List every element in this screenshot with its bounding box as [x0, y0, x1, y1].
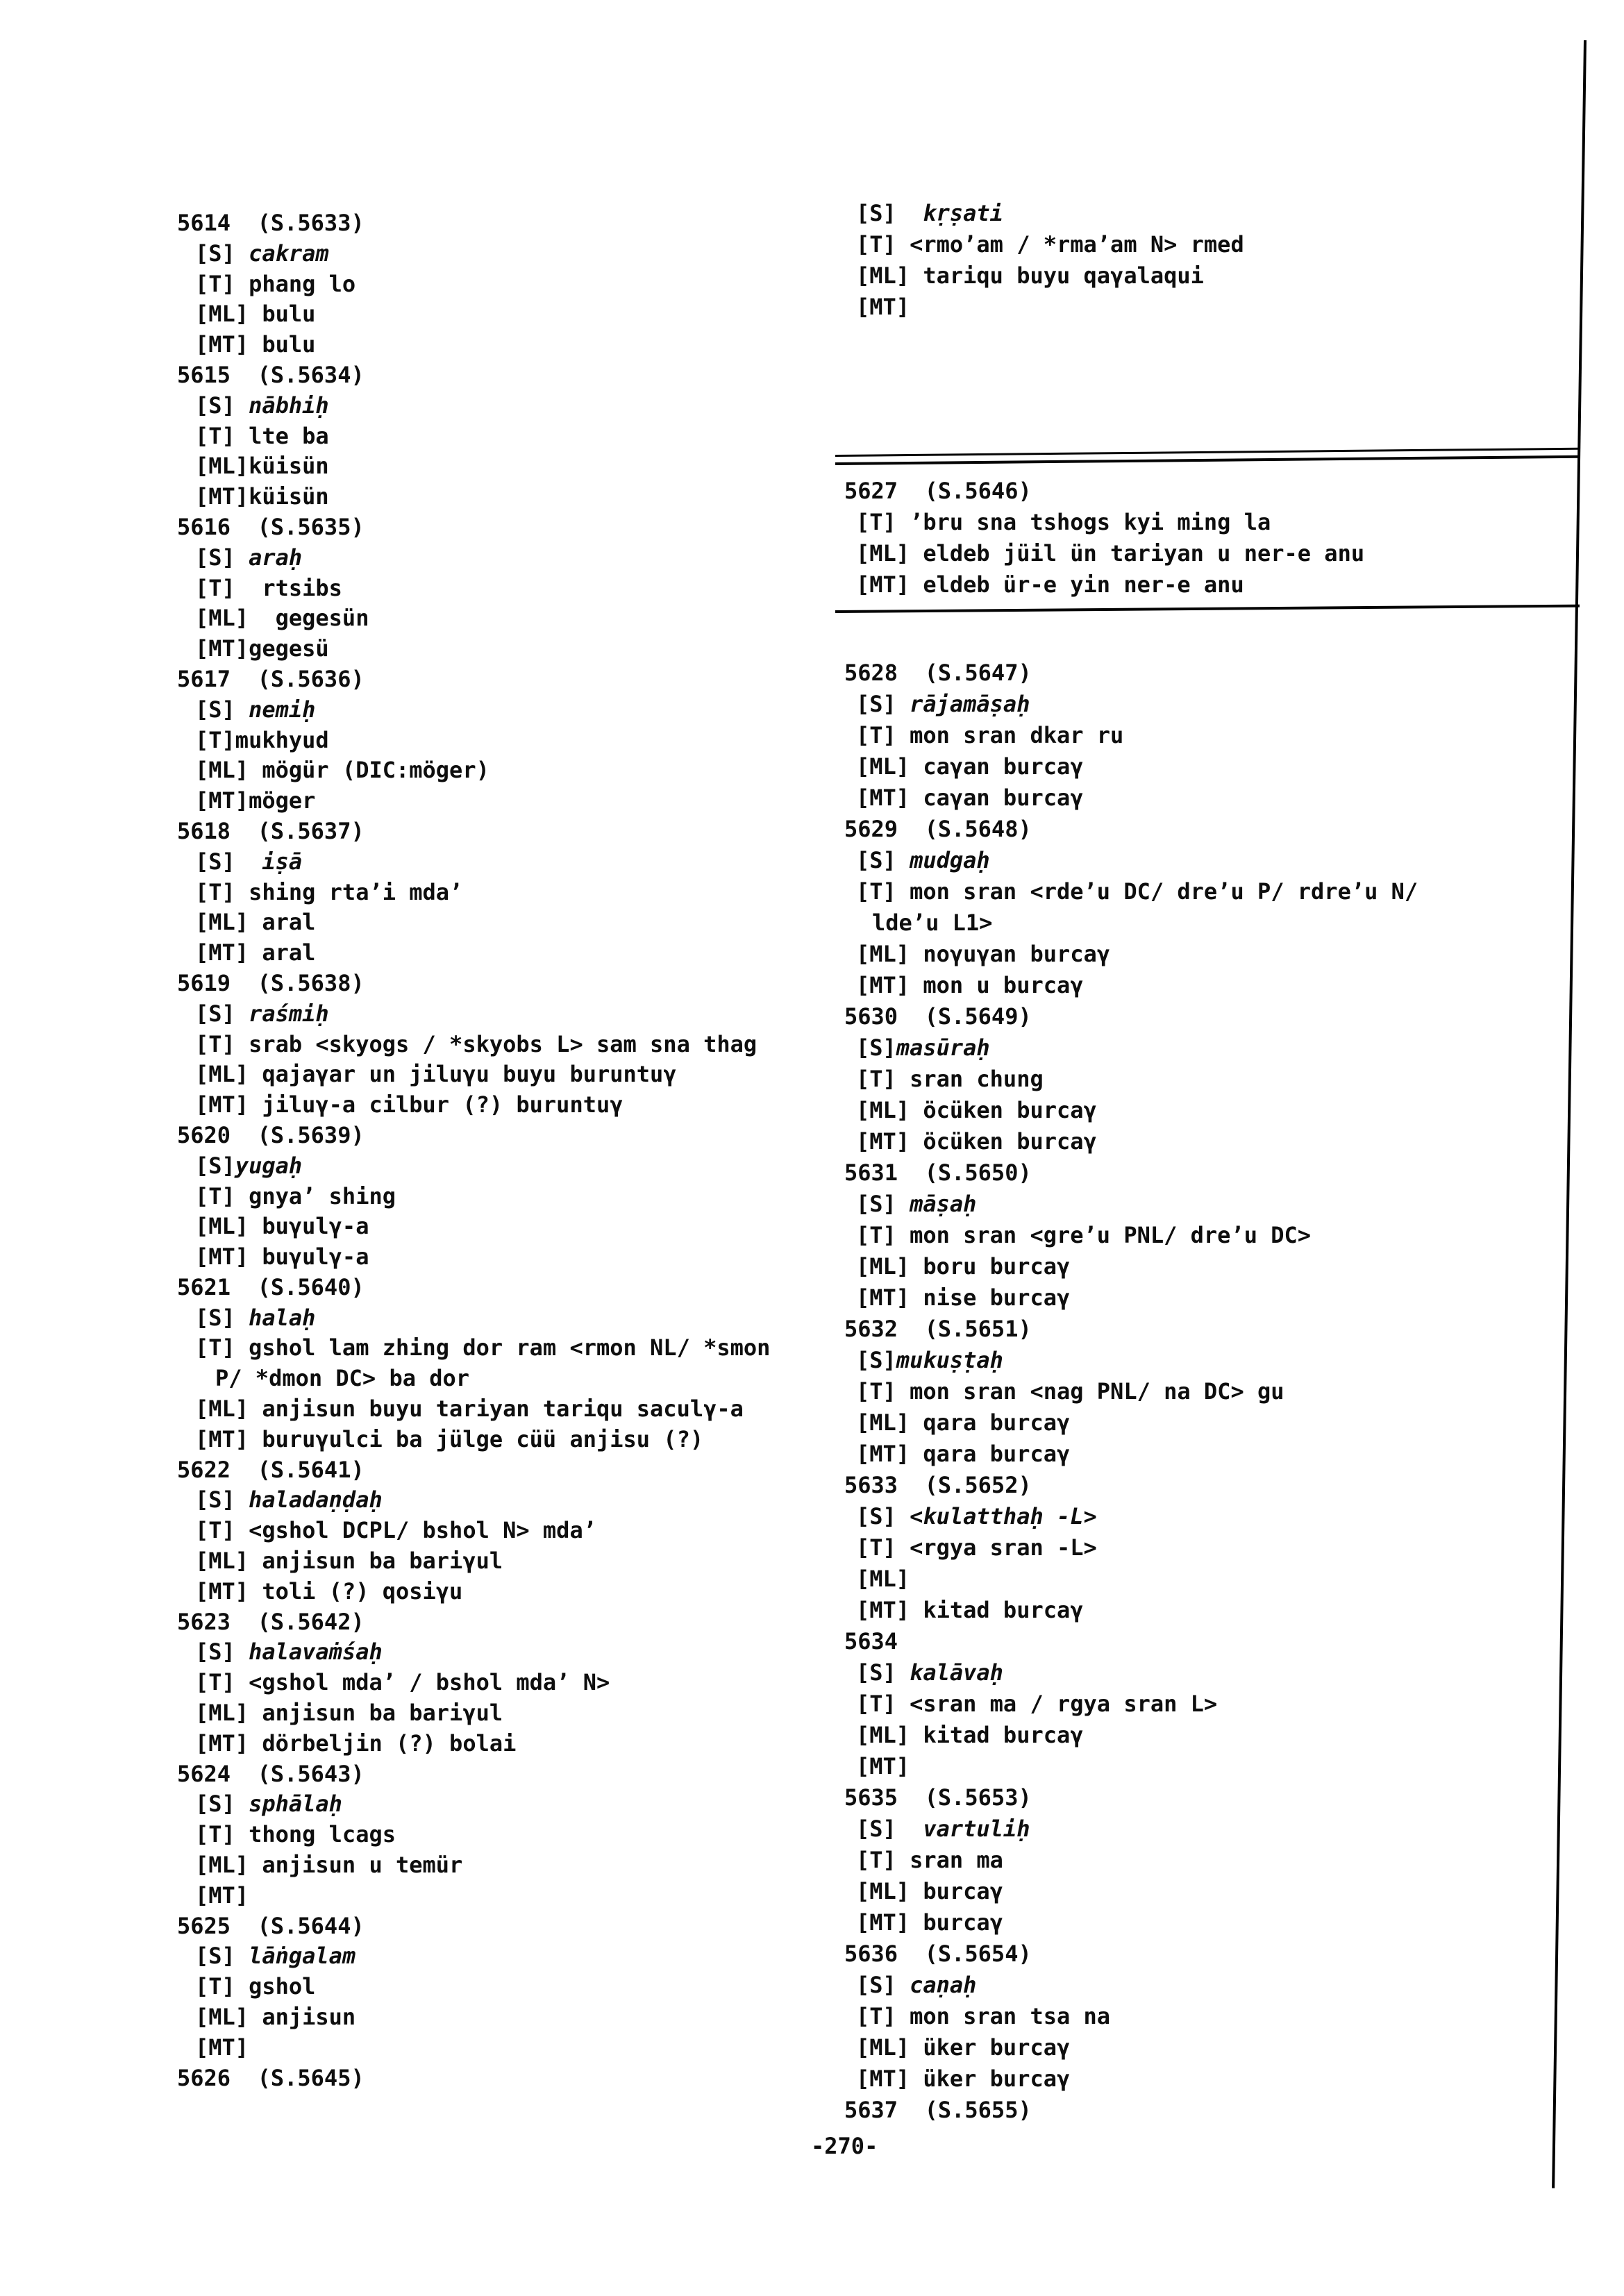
entry-line — [856, 231, 1244, 262]
sanskrit-term: masūraḥ — [896, 1034, 990, 1061]
entry-line — [856, 972, 1418, 1003]
entry-line-label: [S] — [856, 200, 923, 226]
entry-line — [856, 785, 1418, 816]
entry-line — [856, 1534, 1418, 1566]
entry-line-label: [MT] — [856, 294, 910, 320]
entry-line-label: [ML] kitad burcaγ — [856, 1722, 1084, 1748]
entry-line — [195, 1548, 770, 1578]
entry-line-label: [MT] — [856, 1753, 910, 1779]
entry-line-label: [T] <sran ma / rgya sran L> — [856, 1691, 1218, 1717]
entry-line — [856, 1691, 1418, 1722]
entry-header: 5616 (S.5635) — [177, 513, 365, 540]
entry-line-label: [MT] bulu — [195, 331, 316, 358]
entry-line-label: [ML] caγan burcaγ — [856, 753, 1084, 780]
separator-rule-double-top — [835, 448, 1578, 457]
entry-line-label: [ML] qara burcaγ — [856, 1409, 1071, 1436]
entry-line — [856, 1253, 1418, 1284]
entry-line-label: [T] gshol — [195, 1973, 316, 2000]
entry-line-label: [T] mon sran tsa na — [856, 2003, 1111, 2029]
entry-line-label: [MT] dörbeljin (?) bolai — [195, 1729, 517, 1757]
entry-line — [856, 691, 1418, 722]
sanskrit-term: caṇaḥ — [910, 1972, 977, 1998]
entry-line-label: [S] — [195, 1152, 235, 1179]
entry-line — [195, 1517, 770, 1548]
entry-line — [856, 1378, 1418, 1409]
entry-line — [195, 271, 770, 301]
entry-line-label: [MT] toli (?) qosiγu — [195, 1577, 463, 1604]
entry-line — [195, 301, 770, 331]
entry-line-label: [S] — [195, 1639, 249, 1666]
entry-line — [195, 1486, 770, 1517]
entry-line-label: [ML] anjisun buyu tariyan tariqu saculγ-a — [195, 1396, 744, 1423]
entry-header: 5620 (S.5639) — [177, 1121, 365, 1148]
entry-line-label: [S] — [856, 1191, 910, 1217]
entry-line-label: [S] — [195, 240, 249, 267]
entry-line-label: [ML] qajaγar un jiluγu buyu buruntuγ — [195, 1061, 677, 1088]
entry-line — [195, 879, 770, 910]
entry-line-label: [T] <gshol mda’ / bshol mda’ N> — [195, 1669, 610, 1696]
entry-line — [856, 509, 1364, 540]
entry-line — [856, 847, 1418, 878]
entry-line-label: [T] <rmo’am / *rma’am N> rmed — [856, 231, 1244, 258]
entry-header: 5636 (S.5654) — [844, 1941, 1032, 1967]
entry-header: 5629 (S.5648) — [844, 816, 1032, 842]
sanskrit-term: cakram — [249, 240, 329, 267]
entry-line-label: [ML] noγuγan burcaγ — [856, 941, 1111, 967]
entry-line-label: [S] — [856, 1972, 910, 1998]
entry-line — [856, 1128, 1418, 1159]
entry-line — [195, 544, 770, 575]
entry-line — [195, 1061, 770, 1091]
entry-line-label: [MT] kitad burcaγ — [856, 1597, 1084, 1623]
entry-line-label: [ML] anjisun ba bariγul — [195, 1700, 503, 1727]
entry-line — [195, 1639, 770, 1669]
entry-line — [195, 1183, 770, 1214]
entry-line-label: [T] phang lo — [195, 270, 356, 297]
entry-line — [856, 2003, 1418, 2034]
entry-line — [195, 727, 770, 757]
entry-line-label: [ML] burcaγ — [856, 1878, 1003, 1904]
entry-line — [856, 1066, 1418, 1097]
entry-line-label: [S] — [856, 691, 910, 717]
entry-line — [856, 1097, 1418, 1128]
entry-header: 5634 — [844, 1628, 898, 1654]
entry-line-label: [MT] buruγulci ba jülge cüü anjisu (?) — [195, 1425, 704, 1452]
entry-line — [856, 200, 1244, 231]
entry-line — [195, 1213, 770, 1243]
entry-line — [195, 1396, 770, 1426]
entry-line — [856, 1441, 1418, 1472]
sanskrit-term: haladaṇḍaḥ — [249, 1486, 383, 1514]
entry-line-label: [T] mon sran <rde’u DC/ dre’u P/ rdre’u N/ — [856, 878, 1418, 905]
entry-header: 5615 (S.5634) — [177, 361, 365, 388]
entry-line-label: [MT]möger — [195, 787, 316, 814]
entry-line-label: [T] mon sran <gre’u PNL/ dre’u DC> — [856, 1222, 1312, 1248]
sanskrit-term: lāṅgalam — [249, 1943, 356, 1970]
entry-line — [195, 392, 770, 423]
entry-line-label: [ML] buγulγ-a — [195, 1213, 369, 1240]
entry-line-label: [S] — [195, 1791, 249, 1818]
entry-line-label: [MT] aral — [195, 939, 316, 966]
entry-line-label: [ML] boru burcaγ — [856, 1253, 1071, 1280]
entry-line — [195, 635, 770, 666]
entry-line — [856, 1722, 1418, 1753]
entry-line-label: [T] thong lcags — [195, 1821, 396, 1848]
entry-line — [856, 1191, 1418, 1222]
entry-line-label: [MT]küisün — [195, 483, 329, 510]
entry-line-label: [T] ’bru sna tshogs kyi ming la — [856, 509, 1271, 535]
entry-line-label: [MT] — [195, 1882, 249, 1909]
entry-header: 5624 (S.5643) — [177, 1760, 365, 1787]
entry-line — [856, 2065, 1418, 2097]
entry-line — [195, 848, 770, 879]
entry-line — [872, 910, 1418, 941]
entry-header: 5618 (S.5637) — [177, 817, 365, 844]
entry-line-label: [S] — [856, 1347, 896, 1373]
entry-line-label: [S] — [856, 1034, 896, 1061]
entry-line-label: [T] gnya’ shing — [195, 1182, 396, 1209]
entry-line — [195, 1943, 770, 1973]
entry-line — [195, 423, 770, 453]
entry-line-label: [MT] öcüken burcaγ — [856, 1128, 1097, 1155]
entry-header: 5635 (S.5653) — [844, 1784, 1032, 1811]
entry-header: 5630 (S.5649) — [844, 1003, 1032, 1030]
entry-line-label: [T] shing rta’i mda’ — [195, 878, 463, 905]
entry-line — [195, 605, 770, 635]
left-column — [177, 210, 770, 2095]
sanskrit-term: raśmiḥ — [249, 1000, 329, 1027]
entry-line-label: [ML] anjisun ba bariγul — [195, 1548, 503, 1575]
entry-line-label: [S] — [856, 1503, 910, 1530]
entry-line — [195, 1243, 770, 1274]
entry-line-label: [T] sran ma — [856, 1847, 1003, 1873]
entry-line-label: [T] mon sran <nag PNL/ na DC> gu — [856, 1378, 1284, 1405]
sanskrit-term: sphālaḥ — [249, 1791, 342, 1818]
separator-rule-double-bottom — [835, 455, 1578, 465]
entry-header: 5623 (S.5642) — [177, 1608, 365, 1635]
entry-line-label: [MT] üker burcaγ — [856, 2065, 1071, 2092]
entry-line-label: [MT]gegesü — [195, 635, 329, 662]
entry-line — [856, 294, 1244, 325]
entry-line — [856, 1847, 1418, 1878]
sanskrit-term: vartuliḥ — [923, 1816, 1030, 1842]
entry-line-label: [ML] öcüken burcaγ — [856, 1097, 1097, 1123]
entry-line — [195, 1334, 770, 1365]
entry-line-label: [T] srab <skyogs / *skyobs L> sam sna thag — [195, 1030, 757, 1057]
entry-line — [195, 1852, 770, 1882]
entry-line — [856, 1909, 1418, 1941]
entry-line — [195, 1791, 770, 1821]
entry-line-label: lde’u L1> — [872, 910, 993, 936]
sanskrit-term: yugaḥ — [235, 1152, 303, 1179]
entry-header: 5633 (S.5652) — [844, 1472, 1032, 1498]
entry-line — [195, 939, 770, 970]
sanskrit-term: iṣā — [262, 848, 303, 875]
sanskrit-term: araḥ — [249, 544, 303, 571]
entry-line-label: [T] rtsibs — [195, 574, 342, 601]
entry-line — [195, 240, 770, 271]
entry-line-label: [MT] — [195, 2034, 249, 2061]
entry-line — [856, 540, 1364, 571]
entry-line — [856, 1753, 1418, 1784]
separator-rule-single — [835, 605, 1580, 613]
entry-line — [195, 331, 770, 362]
entry-line — [195, 1153, 770, 1183]
entry-header: 5626 (S.5645) — [177, 2064, 365, 2091]
entry-line — [195, 1091, 770, 1122]
entry-line-label: [S] — [195, 696, 249, 723]
entry-line — [856, 1347, 1418, 1378]
entry-header: 5637 (S.5655) — [844, 2097, 1032, 2123]
entry-header: 5621 (S.5640) — [177, 1273, 365, 1300]
entry-line — [856, 262, 1244, 294]
sanskrit-term: <kulatthaḥ -L> — [910, 1503, 1097, 1530]
entry-line — [215, 1365, 770, 1396]
entry-line — [856, 1503, 1418, 1534]
entry-line-label: [ML] mögür (DIC:möger) — [195, 757, 489, 784]
entry-line-label: [S] — [195, 1943, 249, 1970]
entry-line — [195, 1578, 770, 1609]
entry-line — [856, 1222, 1418, 1253]
entry-line-label: [T] gshol lam zhing dor ram <rmon NL/ *smon — [195, 1334, 771, 1361]
page-number: -270- — [811, 2133, 878, 2159]
entry-line-label: [ML] — [856, 1566, 910, 1592]
entry-line-label: [ML] eldeb jüil ün tariyan u ner-e anu — [856, 540, 1365, 567]
entry-line-label: [ML] anjisun — [195, 2004, 356, 2031]
sanskrit-term: kṛṣati — [923, 200, 1003, 226]
entry-line-label: [MT] qara burcaγ — [856, 1441, 1071, 1467]
entry-line — [856, 1566, 1418, 1597]
entry-line — [195, 1000, 770, 1031]
entry-line-label: [S] — [856, 1659, 910, 1686]
entry-line-label: [T] <gshol DCPL/ bshol N> mda’ — [195, 1517, 596, 1544]
entry-line — [195, 575, 770, 605]
sanskrit-term: māṣaḥ — [910, 1191, 977, 1217]
entry-line-label: [T] mon sran dkar ru — [856, 722, 1124, 748]
entry-line-label: [S] — [195, 1304, 249, 1331]
entry-header: 5614 (S.5633) — [177, 210, 365, 236]
entry-line — [195, 483, 770, 514]
entry-line — [856, 878, 1418, 910]
entry-header: 5617 (S.5636) — [177, 665, 365, 692]
entry-header: 5622 (S.5641) — [177, 1456, 365, 1483]
entry-line — [856, 571, 1364, 603]
entry-line-label: [ML] gegesün — [195, 605, 369, 632]
entry-header: 5632 (S.5651) — [844, 1316, 1032, 1342]
scan-artifact-line — [1552, 40, 1587, 2188]
entry-line-label: [ML] üker burcaγ — [856, 2034, 1071, 2061]
entry-line-label: [S] — [195, 848, 262, 875]
entry-line-label: [MT] jiluγ-a cilbur (?) buruntuγ — [195, 1091, 623, 1118]
entry-line — [195, 1031, 770, 1062]
entry-header: 5631 (S.5650) — [844, 1159, 1032, 1186]
entry-line — [856, 1409, 1418, 1441]
entry-line — [195, 1730, 770, 1761]
entry-line — [195, 909, 770, 939]
entry-header: 5628 (S.5647) — [844, 660, 1032, 686]
entry-line-label: [MT] buγulγ-a — [195, 1243, 369, 1271]
entry-line — [856, 753, 1418, 785]
entry-line — [195, 2034, 770, 2065]
sanskrit-term: mudgaḥ — [910, 847, 990, 873]
entry-header: 5619 (S.5638) — [177, 969, 365, 996]
right-column — [844, 660, 1418, 2128]
entry-line — [856, 722, 1418, 753]
entry-line — [856, 1034, 1418, 1066]
entry-line-label: [MT] burcaγ — [856, 1909, 1003, 1936]
entry-line — [195, 2004, 770, 2034]
entry-line-label: [S] — [856, 1816, 923, 1842]
entry-line-label: [S] — [195, 1486, 249, 1514]
entry-line — [856, 1597, 1418, 1628]
entry-line-label: [ML] anjisun u temür — [195, 1852, 463, 1879]
entry-line-label: [S] — [195, 1000, 249, 1027]
right-column-entry-5626-continuation — [844, 200, 1244, 325]
entry-line-label: [T]mukhyud — [195, 726, 329, 753]
entry-line-label: P/ *dmon DC> ba dor — [215, 1365, 470, 1392]
right-column-entry-5627-block — [844, 478, 1364, 603]
sanskrit-term: nābhiḥ — [249, 392, 329, 419]
sanskrit-term: nemiḥ — [249, 696, 316, 723]
entry-line-label: [MT] eldeb ür-e yin ner-e anu — [856, 571, 1244, 598]
entry-line-label: [T] lte ba — [195, 422, 329, 449]
sanskrit-term: mukuṣṭaḥ — [896, 1347, 1003, 1373]
entry-line-label: [ML] tariqu buyu qaγalaqui — [856, 262, 1204, 289]
entry-line-label: [S] — [856, 847, 910, 873]
entry-line — [195, 1305, 770, 1335]
entry-line — [195, 1821, 770, 1852]
sanskrit-term: halavaṁśaḥ — [249, 1639, 383, 1666]
entry-line — [856, 941, 1418, 972]
entry-line-label: [MT] caγan burcaγ — [856, 785, 1084, 811]
entry-line — [195, 757, 770, 787]
entry-line — [856, 2034, 1418, 2065]
entry-line-label: [T] <rgya sran -L> — [856, 1534, 1097, 1561]
entry-line — [856, 1284, 1418, 1316]
entry-line — [195, 787, 770, 818]
entry-line — [195, 1700, 770, 1730]
entry-line-label: [S] — [195, 544, 249, 571]
entry-line — [195, 453, 770, 483]
entry-header: 5625 (S.5644) — [177, 1912, 365, 1939]
entry-line-label: [ML] bulu — [195, 301, 316, 328]
entry-line — [856, 1878, 1418, 1909]
entry-header: 5627 (S.5646) — [844, 478, 1032, 504]
entry-line — [195, 1426, 770, 1457]
entry-line-label: [MT] mon u burcaγ — [856, 972, 1084, 998]
entry-line — [195, 1669, 770, 1700]
entry-line — [856, 1816, 1418, 1847]
entry-line — [195, 1882, 770, 1913]
sanskrit-term: kalāvaḥ — [910, 1659, 1003, 1686]
entry-line — [195, 1973, 770, 2004]
entry-line-label: [ML]küisün — [195, 453, 329, 480]
entry-line-label: [T] sran chung — [856, 1066, 1044, 1092]
sanskrit-term: rājamāṣaḥ — [910, 691, 1030, 717]
sanskrit-term: halaḥ — [249, 1304, 316, 1331]
entry-line — [195, 696, 770, 727]
entry-line-label: [S] — [195, 392, 249, 419]
entry-line-label: [MT] nise burcaγ — [856, 1284, 1071, 1311]
entry-line — [856, 1972, 1418, 2003]
entry-line-label: [ML] aral — [195, 909, 316, 936]
entry-line — [856, 1659, 1418, 1691]
